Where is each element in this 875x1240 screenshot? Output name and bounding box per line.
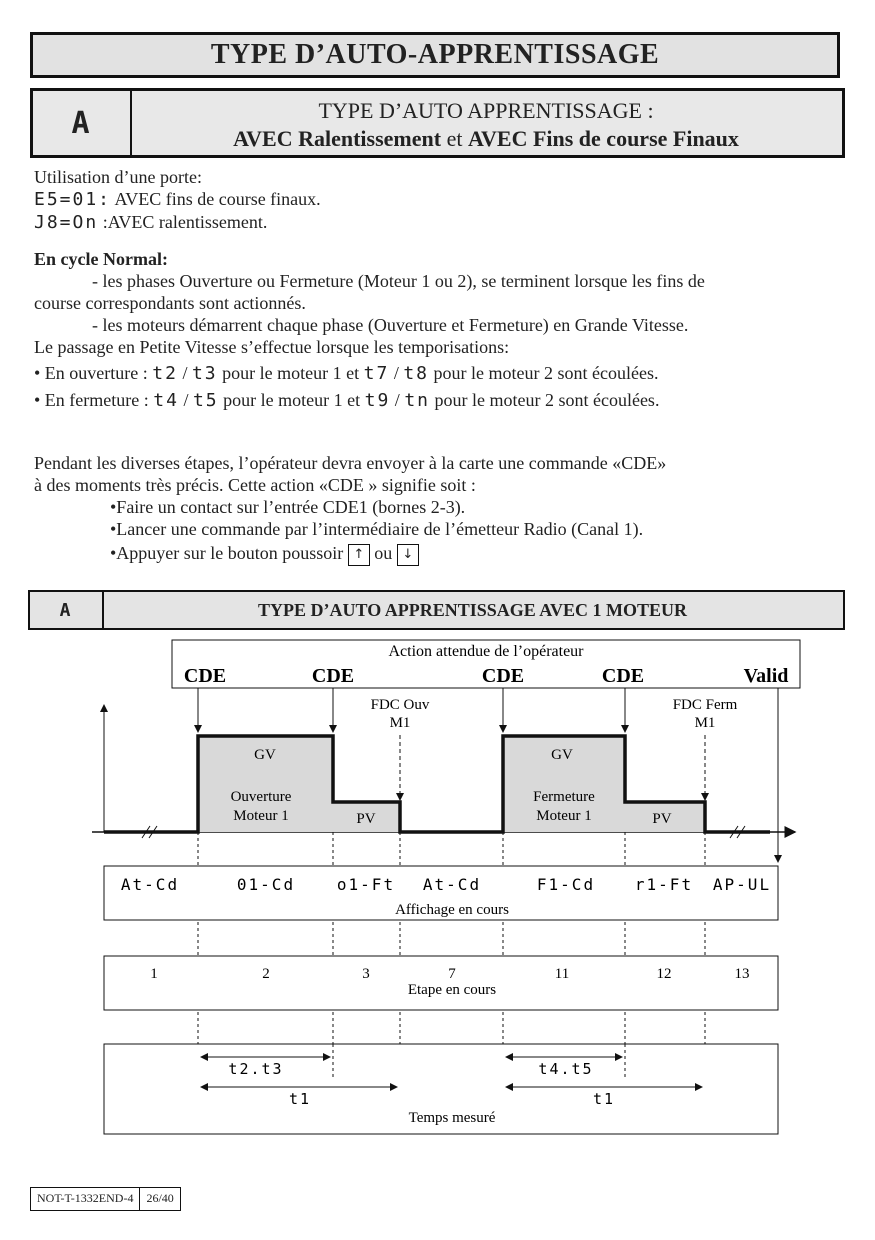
display-code-4: At-Cd [422,875,482,894]
display-code-7: AP-UL [712,875,772,894]
steps-caption: Etape en cours [407,982,497,998]
display-caption: Affichage en cours [395,902,509,918]
cycle-line4: Le passage en Petite Vitesse s’effectue lorsque les temporisations: [34,337,510,357]
cycle-line1: - les phases Ouverture ou Fermeture (Moteur 1 ou 2), se terminent lorsque les fins de [92,271,705,291]
cycle-line3: - les moteurs démarrent chaque phase (Ouverture et Fermeture) en Grande Vitesse. [92,315,689,335]
code-t8: t8 [403,363,430,384]
fdc-ferm-m1: M1 [694,715,716,731]
step-3: 3 [362,966,370,982]
diagram-title: TYPE D’AUTO APPRENTISSAGE AVEC 1 MOTEUR [258,599,687,620]
display-code-5: F1-Cd [536,875,596,894]
display-code-6: r1-Ft [634,875,694,894]
step-7: 13 [734,966,750,982]
operator-action-label: Action attendue de l’opérateur [388,643,584,660]
step-4: 7 [448,966,456,982]
fermeture-label: Fermeture [533,789,595,805]
gv-label-2: GV [551,747,573,763]
cycle-open-line: • En ouverture : t2 / t3 pour le moteur 1 et t7 / t8 pour le moteur 2 sont écoulées. [34,363,659,384]
down-button-icon: ↓ [397,544,419,566]
gv-label-1: GV [254,747,276,763]
fdc-ouv-label: FDC Ouv [370,697,430,713]
param-text: :AVEC ralentissement. [98,212,268,232]
t45-label: t4.t5 [538,1060,594,1078]
display-code-1: At-Cd [120,875,180,894]
cycle-heading: En cycle Normal: [34,249,168,269]
display-code-2: 01-Cd [236,875,296,894]
cde-label-3: CDE [481,665,525,687]
ouverture-moteur-label: Moteur 1 [233,808,289,824]
cycle-line2: course correspondants sont actionnés. [34,293,306,313]
footer-reference: NOT-T-1332END-4 [37,1191,134,1205]
param-text: AVEC fins de course finaux. [111,189,321,209]
page-title-text: TYPE D’AUTO-APPRENTISSAGE [210,39,660,70]
step-1: 1 [150,966,158,982]
cde-bullet3-text: •Appuyer sur le bouton poussoir [110,543,344,563]
code-t9: t9 [364,390,391,411]
cde-label-4: CDE [601,665,645,687]
step-2: 2 [262,966,270,982]
code-t2: t2 [152,363,178,384]
mode-letter: A [33,91,132,155]
cde-label-1: CDE [183,665,227,687]
footer [30,1187,181,1211]
time-caption: Temps mesuré [408,1110,496,1126]
pv-label-1: PV [356,811,376,827]
cde-or: ou [374,543,393,563]
param-code: J8=On [34,212,99,233]
display-code-3: o1-Ft [336,875,396,894]
diagram-letter: A [30,592,104,628]
cde-line1: Pendant les diverses étapes, l’opérateur devra envoyer à la carte une commande «CDE» [34,453,667,473]
mode-line2-bold-a: AVEC Ralentissement [233,126,442,151]
pv-label-2: PV [652,811,672,827]
param-code: E5=01: [34,189,112,210]
code-tn: tn [404,390,430,411]
cde-bullet2: •Lancer une commande par l’intermédiaire de l’émetteur Radio (Canal 1). [110,519,644,539]
mode-line2-mid: et [441,126,468,151]
fermeture-moteur-label: Moteur 1 [536,808,592,824]
code-t5: t5 [192,390,219,411]
mode-line1: TYPE D’AUTO APPRENTISSAGE : [318,98,654,123]
step-6: 12 [656,966,672,982]
ouverture-label: Ouverture [230,789,292,805]
mode-line2-bold-c: AVEC Fins de course Finaux [467,126,739,151]
t1-label-2: t1 [592,1090,616,1108]
code-t4: t4 [153,390,179,411]
up-button-icon: ↑ [348,544,370,566]
cycle-close-line: • En fermeture : t4 / t5 pour le moteur 1 et t9 / tn pour le moteur 2 sont écoulées. [34,390,660,411]
footer-page-number: 26/40 [139,1188,179,1210]
cde-bullet1: •Faire un contact sur l’entrée CDE1 (bornes 2-3). [110,497,466,517]
step-5: 11 [554,966,570,982]
code-t7: t7 [363,363,390,384]
t23-label: t2.t3 [228,1060,284,1078]
fdc-ouv-m1: M1 [389,715,411,731]
cde-line2: à des moments très précis. Cette action «CDE » signifie soit : [34,475,476,495]
cde-label-2: CDE [311,665,355,687]
t1-label-1: t1 [288,1090,312,1108]
fdc-ferm-label: FDC Ferm [672,697,738,713]
code-t3: t3 [191,363,218,384]
valid-label: Valid [743,665,789,687]
usage-intro: Utilisation d’une porte: [34,167,202,187]
